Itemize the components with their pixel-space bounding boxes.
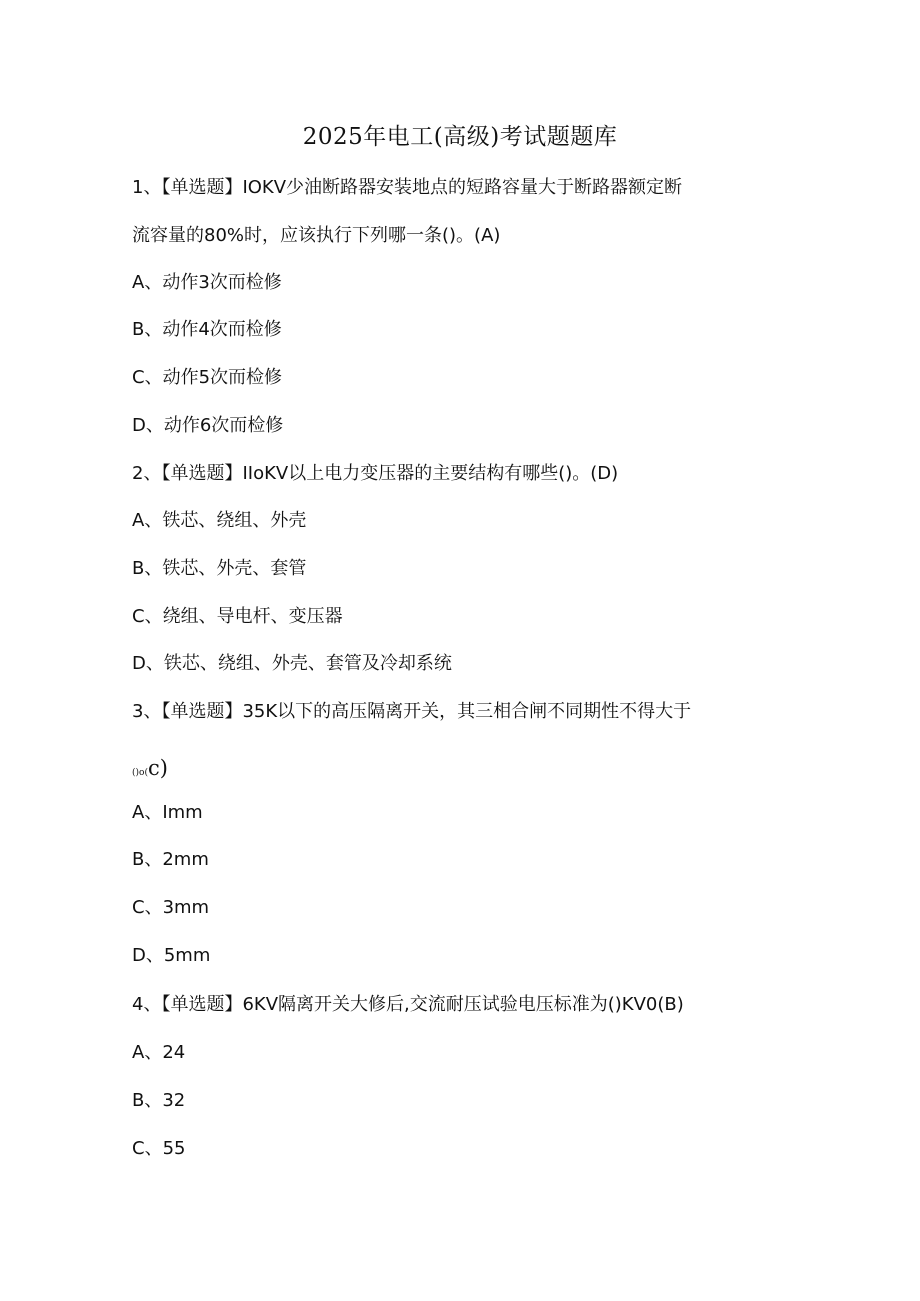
question-2-text-line-1: 2、【单选题】IIoKV以上电力变压器的主要结构有哪些()。(D): [132, 463, 619, 484]
question-3-blank-marker: ()o(: [132, 768, 148, 778]
question-2-option-d: D、铁芯、绕组、外壳、套管及冷却系统: [132, 653, 452, 674]
question-1-option-c: C、动作5次而检修: [132, 367, 283, 388]
question-3-text-line-2: [132, 756, 168, 785]
question-3-option-b: B、2mm: [132, 849, 209, 870]
question-1-text-line-2: 流容量的80%时，应该执行下列哪一条()。(A): [132, 225, 501, 246]
question-3-option-a: A、Imm: [132, 802, 203, 823]
question-2-option-a: A、铁芯、绕组、外壳: [132, 510, 307, 531]
question-3-answer-marker: c): [147, 756, 168, 780]
question-2-option-b: B、铁芯、外壳、套管: [132, 558, 307, 579]
question-2-option-c: C、绕组、导电杆、变压器: [132, 606, 343, 627]
question-3-option-d: D、5mm: [132, 945, 211, 966]
question-3-text-line-1: 3、【单选题】35K以下的高压隔离开关，其三相合闸不同期性不得大于: [132, 701, 692, 722]
question-4-text-line-1: 4、【单选题】6KV隔离开关大修后,交流耐压试验电压标准为()KV0(B): [132, 994, 684, 1015]
question-1-option-a: A、动作3次而检修: [132, 272, 282, 293]
question-1-option-d: D、动作6次而检修: [132, 415, 284, 436]
question-1-text-line-1: 1、【单选题】IOKV少油断路器安装地点的短路容量大于断路器额定断: [132, 177, 683, 198]
document-title: 2025年电工(高级)考试题题库: [302, 124, 618, 150]
question-4-option-a: A、24: [132, 1042, 186, 1063]
question-4-option-c: C、55: [132, 1138, 186, 1159]
question-3-option-c: C、3mm: [132, 897, 210, 918]
question-4-option-b: B、32: [132, 1090, 186, 1111]
question-1-option-b: B、动作4次而检修: [132, 319, 282, 340]
